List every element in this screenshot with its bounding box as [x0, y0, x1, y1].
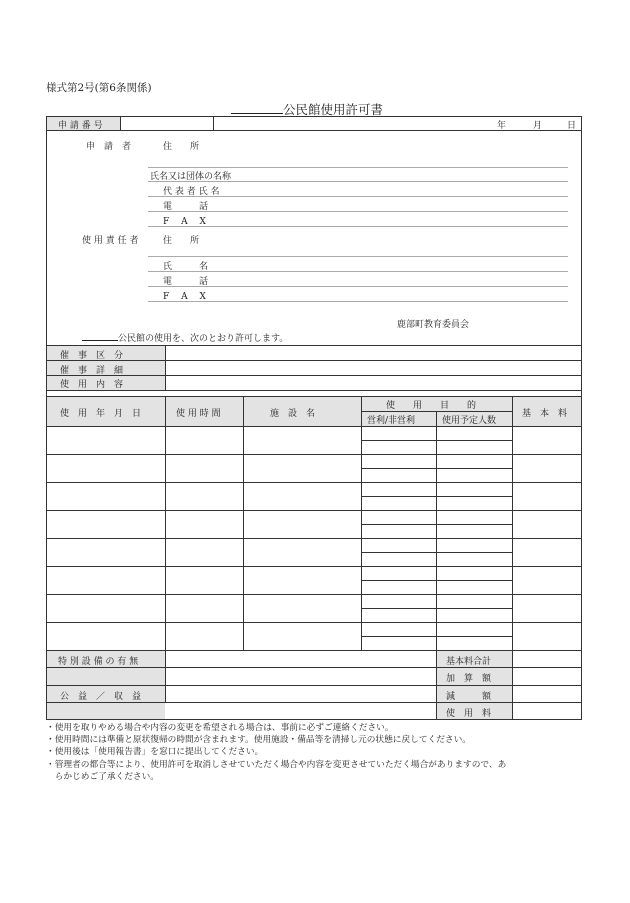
discount-label: 減 額	[446, 692, 492, 702]
note-item: ・使用後は「使用報告書」を窓口に提出してください。	[46, 747, 264, 758]
special-equipment-label: 特 別 設 備 の 有 無	[58, 657, 139, 667]
applicant-phone-line[interactable]	[148, 211, 568, 212]
responsible-phone-line[interactable]	[148, 286, 568, 287]
special-equipment-field[interactable]	[166, 651, 436, 667]
divider	[361, 580, 512, 581]
date-day-label: 日	[567, 121, 577, 131]
divider	[46, 667, 582, 668]
table-row	[46, 622, 582, 623]
divider	[46, 390, 582, 391]
divider	[361, 440, 512, 441]
col-date-label: 使 用 年 月 日	[60, 409, 142, 419]
consent-text: 公民館の使用を、次のとおり許可します。	[118, 334, 289, 344]
divider	[361, 608, 512, 609]
issuer-name: 鹿部町教育委員会	[397, 320, 470, 330]
date-year-label: 年	[497, 121, 507, 131]
col-purpose-label: 使 用 目 的	[386, 401, 477, 411]
public-revenue-field[interactable]	[166, 686, 436, 701]
event-details-field[interactable]	[166, 361, 581, 374]
surcharge-label: 加 算 額	[446, 674, 492, 684]
col-time-label: 使 用 時 間	[176, 409, 221, 419]
applicant-address-line[interactable]	[148, 167, 568, 168]
col-profit-label: 営利/非営利	[367, 416, 416, 426]
col-people-label: 使用予定人数	[442, 416, 497, 426]
divider	[361, 636, 512, 637]
consent-blank-line	[82, 331, 118, 341]
note-item: ・管理者の都合等により、使用許可を取消しさせていただく場合や内容を変更させていただく場合がありますので、あ	[46, 759, 507, 770]
applicant-fax-label: F A X	[163, 217, 206, 227]
responsible-name-label: 氏 名	[163, 262, 209, 272]
divider	[361, 552, 512, 553]
event-category-label: 催 事 区 分	[60, 351, 124, 361]
responsible-fax-label: F A X	[163, 292, 206, 302]
responsible-phone-label: 電 話	[163, 277, 209, 287]
applicant-rep-label: 代 表 者 氏 名	[163, 187, 220, 197]
note-item: らかじめご了承ください。	[46, 771, 159, 782]
table-row	[46, 538, 582, 539]
divider	[361, 468, 512, 469]
title-blank-line	[231, 103, 283, 114]
notes	[46, 722, 586, 783]
divider	[361, 396, 362, 650]
divider	[165, 396, 166, 650]
divider	[243, 396, 244, 650]
divider	[512, 396, 513, 720]
app-number-field[interactable]	[120, 117, 214, 130]
title-text: 公民館使用許可書	[283, 102, 384, 117]
divider	[46, 702, 582, 703]
event-category-field[interactable]	[166, 346, 581, 359]
form-code: 様式第2号(第6条関係)	[46, 82, 152, 94]
public-revenue-label: 公 益 ／ 収 益	[60, 692, 142, 702]
divider	[46, 426, 582, 427]
table-row	[46, 510, 582, 511]
responsible-address-line[interactable]	[148, 256, 568, 257]
responsible-section-label: 使 用 責 任 者	[82, 236, 139, 246]
divider	[46, 130, 582, 131]
table-row	[46, 566, 582, 567]
applicant-address-label: 住 所	[163, 142, 200, 152]
date-month-label: 月	[533, 121, 543, 131]
applicant-rep-line[interactable]	[148, 196, 568, 197]
table-row	[46, 594, 582, 595]
divider	[436, 411, 437, 650]
divider	[361, 524, 512, 525]
applicant-org-label: 氏名又は団体の名称	[150, 172, 232, 182]
divider	[361, 496, 512, 497]
usage-fee-label: 使 用 料	[446, 709, 492, 719]
applicant-fax-line[interactable]	[148, 226, 568, 227]
applicant-phone-label: 電 話	[163, 202, 209, 212]
responsible-name-line[interactable]	[148, 271, 568, 272]
event-usage-label: 使 用 内 容	[60, 380, 124, 390]
note-item: ・使用を取りやめる場合や内容の変更を希望される場合は、事前に必ずご連絡ください。	[46, 723, 394, 733]
responsible-fax-line[interactable]	[148, 301, 568, 302]
responsible-address-label: 住 所	[163, 236, 200, 246]
col-fee-label: 基 本 料	[522, 409, 568, 419]
applicant-org-line[interactable]	[148, 181, 568, 182]
col-facility-label: 施 設 名	[270, 409, 316, 419]
consent-statement	[82, 331, 288, 344]
table-row	[46, 482, 582, 483]
fee-total-label: 基本料合計	[446, 657, 492, 667]
event-details-label: 催 事 詳 細	[60, 366, 124, 376]
app-number-label: 申 請 番 号	[58, 121, 103, 131]
applicant-section-label: 申 請 者	[86, 142, 132, 152]
event-usage-field[interactable]	[166, 376, 581, 389]
table-row	[46, 454, 582, 455]
note-item: ・使用時間には準備と原状復帰の時間が含まれます。使用施設・備品等を清掃し元の状態に戻してください。	[46, 735, 471, 746]
